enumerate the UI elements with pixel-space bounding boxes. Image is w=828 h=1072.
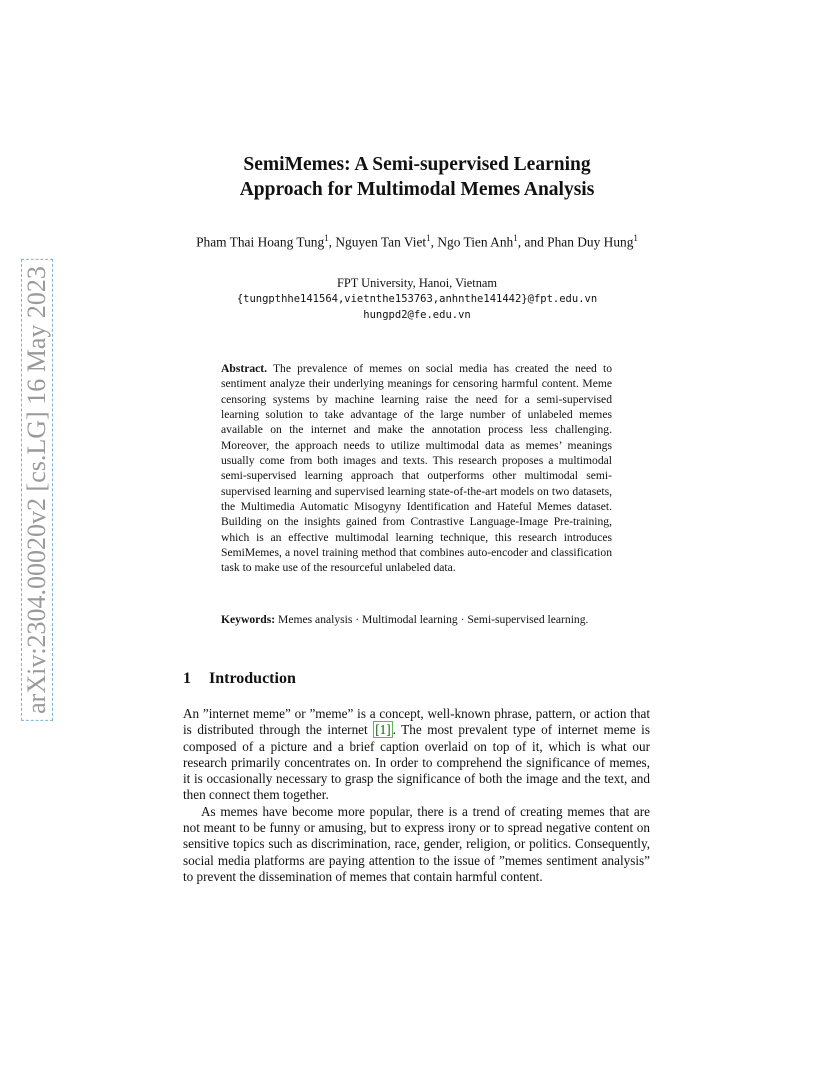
citation-link[interactable]: [1] bbox=[375, 722, 391, 738]
email-line: hungpd2@fe.edu.vn bbox=[363, 309, 471, 321]
author-separator: , and bbox=[517, 234, 548, 250]
affiliation: FPT University, Hanoi, Vietnam bbox=[336, 276, 498, 290]
section-body bbox=[183, 706, 650, 885]
section-number: 1 bbox=[183, 670, 191, 687]
author-list bbox=[170, 229, 664, 251]
author: Ngo Tien Anh bbox=[437, 234, 514, 250]
author-affil-mark: 1 bbox=[324, 233, 329, 243]
title-line-1: SemiMemes: A Semi-supervised Learning bbox=[243, 154, 591, 175]
arxiv-sidebar bbox=[22, 240, 52, 740]
author: Nguyen Tan Viet bbox=[335, 234, 427, 250]
abstract-text: The prevalence of memes on social media has created the need to sentiment analyze their underlying meanings for censoring harmful content. Meme censoring systems by machine learning raise the need for a semi-supervised learning solution to take advantage of the large number of unlabeled memes available on the internet and make the annotation process less challenging. Moreover, the approach needs to utilize multimodal data as memes’ meanings usually come from both images and texts. This research proposes a multimodal semi-supervised learning approach that outperforms other multimodal semi-supervised learning and supervised learning state-of-the-art models on two datasets, the Multimedia Automatic Misogyny Identification and Hateful Memes dataset. Building on the insights gained from Contrastive Language-Image Pre-training, which is an effective multimodal learning technique, this research introduces SemiMemes, a novel training method that combines auto-encoder and classification task to make use of the resourceful unlabeled data. bbox=[221, 362, 612, 575]
keywords bbox=[221, 612, 612, 627]
paper-title bbox=[150, 152, 684, 202]
keywords-label: Keywords: bbox=[221, 613, 276, 626]
author: Phan Duy Hung bbox=[547, 234, 634, 250]
author-affil-mark: 1 bbox=[633, 233, 638, 243]
arxiv-identifier[interactable]: arXiv:2304.00020v2 [cs.LG] 16 May 2023 bbox=[21, 259, 53, 721]
section-heading bbox=[183, 670, 296, 688]
author-affil-mark: 1 bbox=[513, 233, 518, 243]
paragraph bbox=[183, 706, 650, 804]
title-line-2: Approach for Multimodal Memes Analysis bbox=[239, 179, 595, 200]
email-line: {tungpthhe141564,vietnthe153763,anhnthe141442}@fpt.edu.vn bbox=[236, 293, 598, 305]
section-title: Introduction bbox=[209, 670, 296, 687]
author-separator: , bbox=[328, 234, 336, 250]
paragraph-text: . The most prevalent type of internet meme is composed of a picture and a brief caption overlaid on top of it, which is what our research primarily concentrates on. In order to comprehend the significance of memes, it is occasionally necessary to grasp the significance of both the image and the text, and then connect them together. bbox=[183, 722, 650, 803]
author-affil-mark: 1 bbox=[426, 233, 431, 243]
abstract bbox=[221, 361, 612, 576]
abstract-label: Abstract. bbox=[221, 362, 268, 375]
author-separator: , bbox=[430, 234, 438, 250]
affiliation-block bbox=[150, 275, 684, 323]
keywords-text: Memes analysis · Multimodal learning · Semi-supervised learning. bbox=[278, 613, 589, 626]
paragraph-text: An ”internet meme” or ”meme” is a concept, well-known phrase, pattern, or action that is distributed through the internet bbox=[183, 706, 650, 738]
paragraph: As memes have become more popular, there is a trend of creating memes that are not meant to be funny or amusing, but to express irony or to spread negative content on sensitive topics such as discrimination, race, gender, religion, or politics. Consequently, social media platforms are paying attention to the issue of ”memes sentiment analysis” to prevent the dissemination of memes that contain harmful content. bbox=[183, 803, 650, 884]
author: Pham Thai Hoang Tung bbox=[196, 234, 325, 250]
